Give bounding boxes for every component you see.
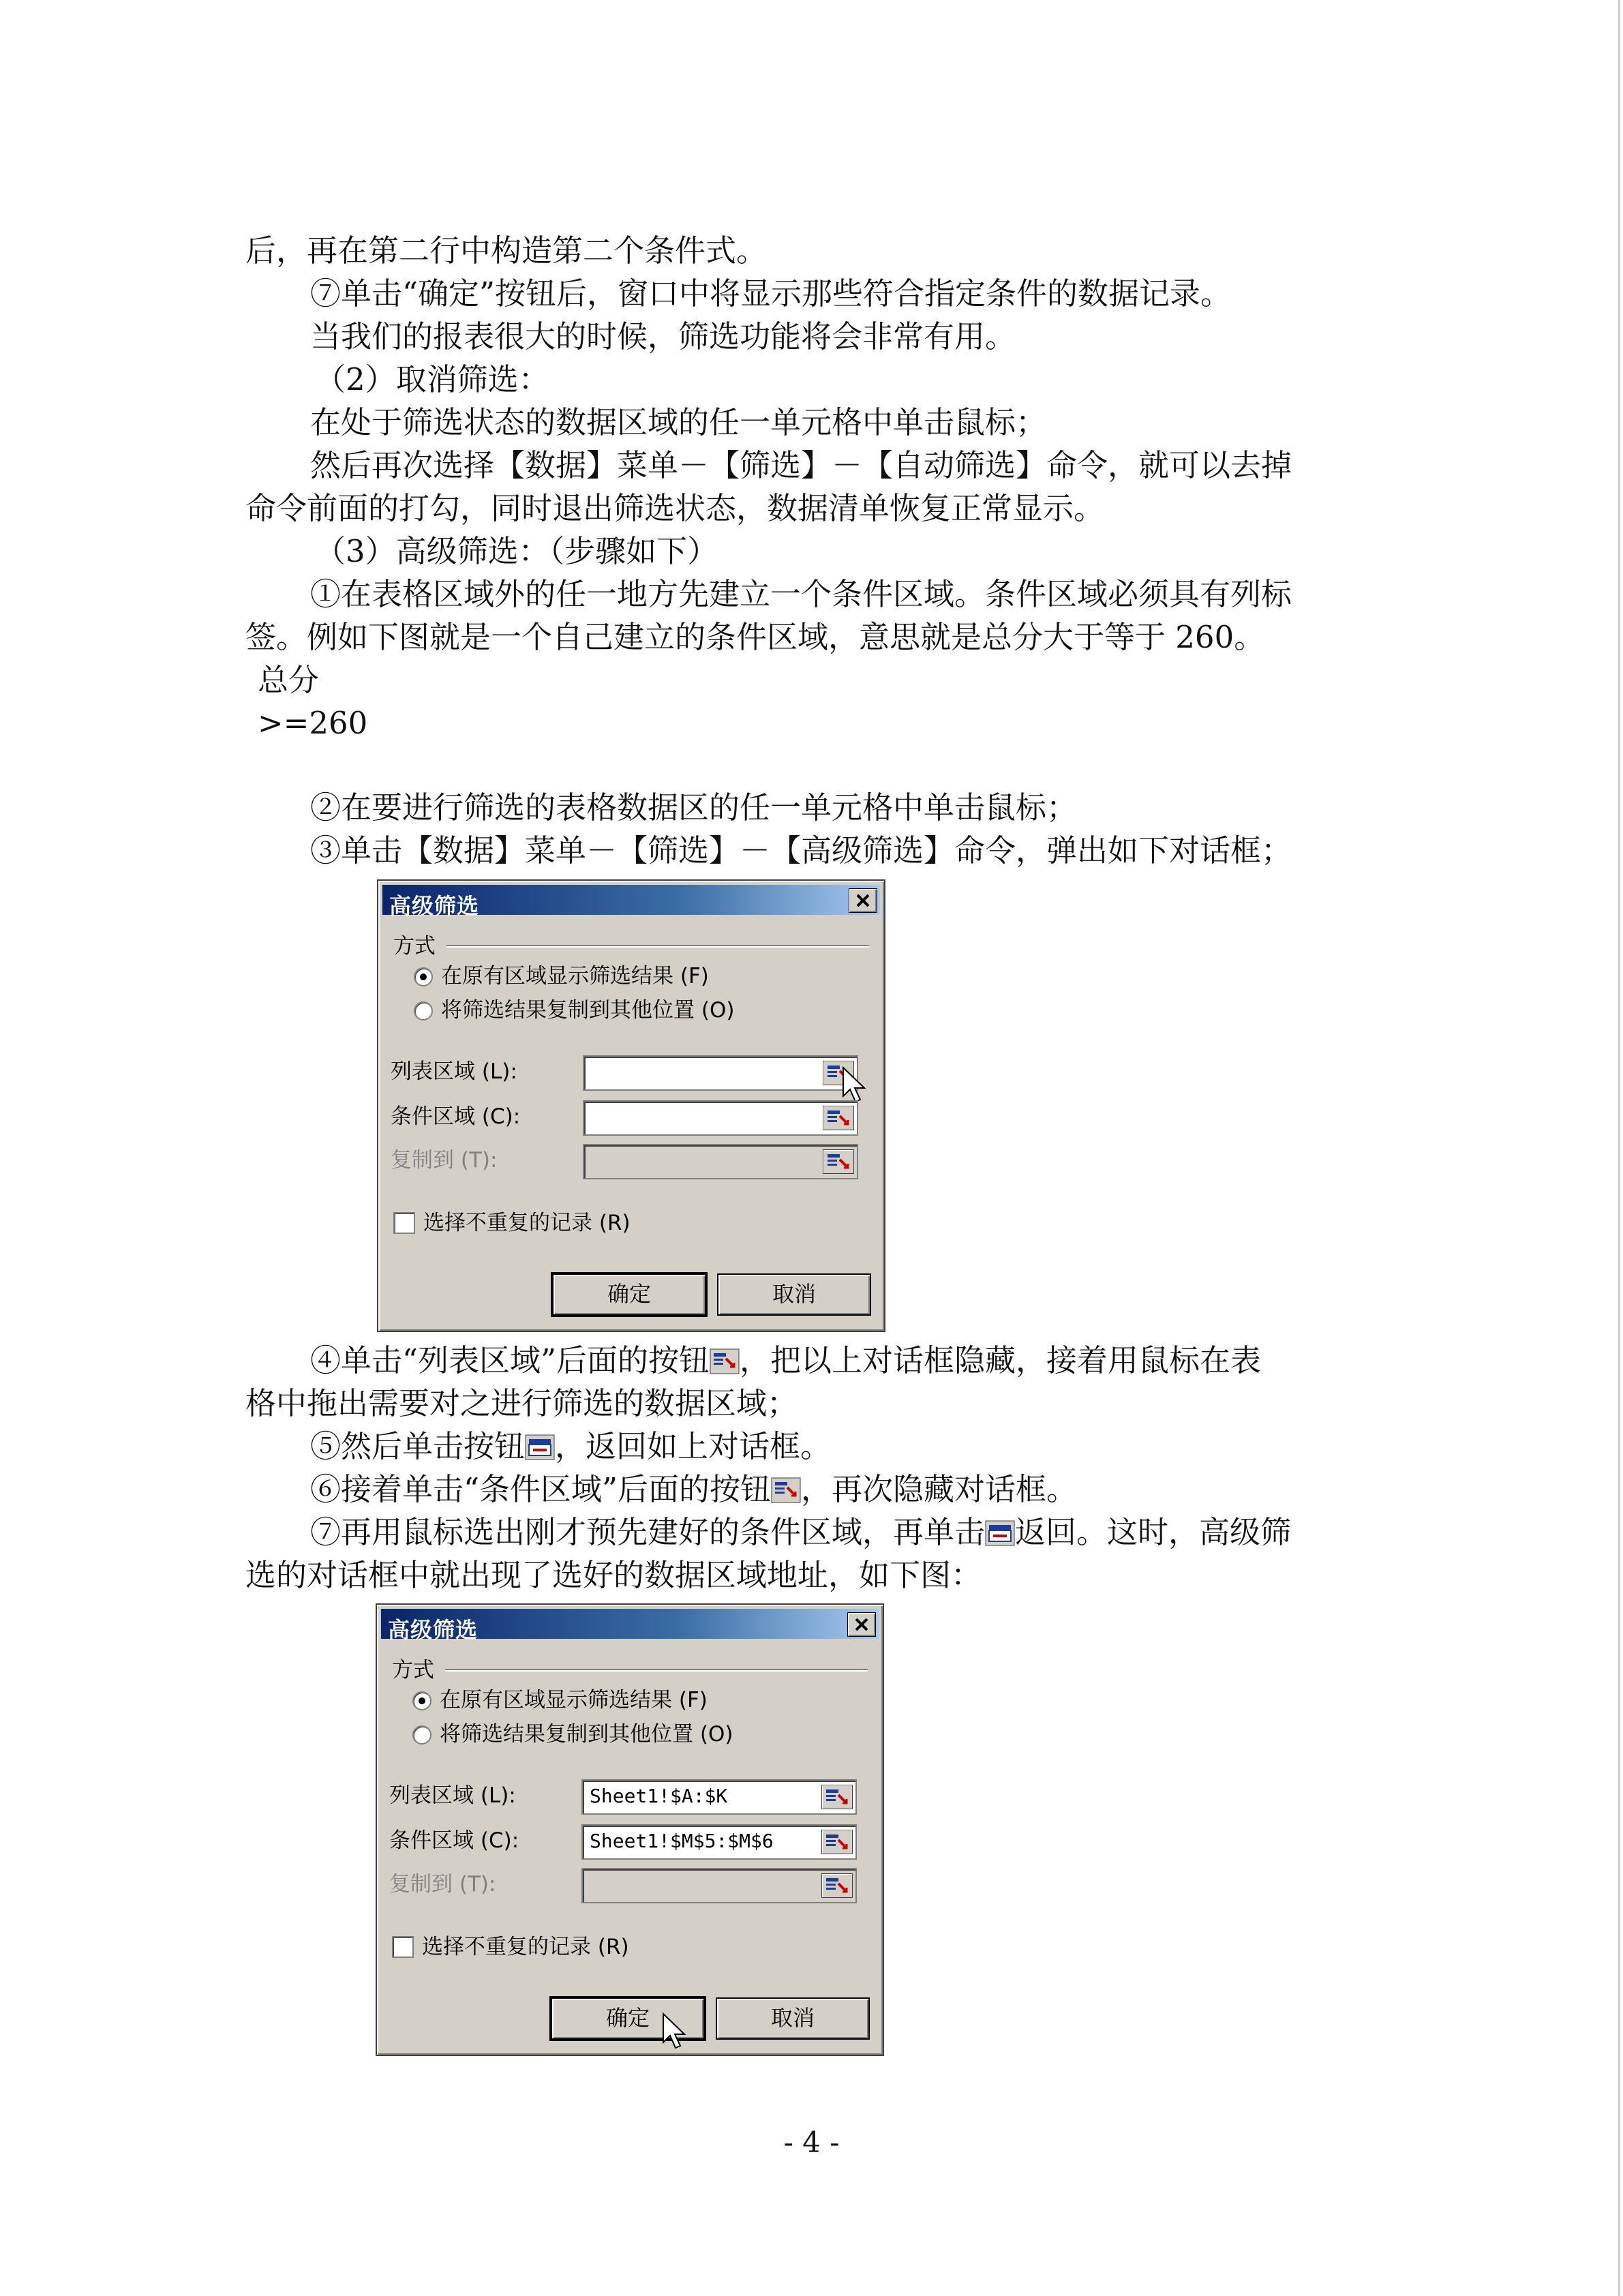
radio-copy-to-location[interactable] bbox=[412, 1725, 431, 1744]
close-icon bbox=[848, 1613, 875, 1636]
copy-to-input bbox=[583, 1144, 858, 1179]
collapse-dialog-button[interactable] bbox=[823, 1106, 854, 1130]
advanced-filter-dialog bbox=[377, 879, 885, 1332]
collapse-dialog-icon bbox=[822, 1874, 852, 1897]
unique-records-checkbox[interactable] bbox=[392, 1936, 414, 1958]
collapse-dialog-button bbox=[823, 1149, 854, 1174]
close-icon bbox=[849, 889, 877, 912]
text-line: 然后再次选择【数据】菜单－【筛选】－【自动筛选】命令，就可以去掉 bbox=[310, 447, 1292, 483]
collapse-dialog-icon bbox=[823, 1150, 853, 1173]
cancel-button[interactable]: 取消 bbox=[717, 1273, 871, 1316]
text-line: 签。例如下图就是一个自己建立的条件区域，意思就是总分大于等于 260。 bbox=[245, 619, 1265, 655]
dialog-title: 高级筛选 bbox=[388, 1617, 479, 1643]
text-line: 命令前面的打勾，同时退出筛选状态，数据清单恢复正常显示。 bbox=[245, 490, 1105, 526]
unique-records-checkbox[interactable] bbox=[393, 1212, 415, 1234]
text-line: 选的对话框中就出现了选好的数据区域地址，如下图： bbox=[245, 1557, 982, 1593]
text-line: 后，再在第二行中构造第二个条件式。 bbox=[245, 232, 768, 269]
radio-label: 将筛选结果复制到其他位置 (O) bbox=[440, 1722, 733, 1747]
text-line: 在处于筛选状态的数据区域的任一单元格中单击鼠标； bbox=[310, 404, 1047, 440]
collapse-dialog-icon bbox=[822, 1785, 852, 1809]
collapse-dialog-button[interactable] bbox=[821, 1785, 853, 1809]
close-button[interactable] bbox=[847, 1612, 876, 1637]
text-line: 当我们的报表很大的时候，筛选功能将会非常有用。 bbox=[310, 318, 1016, 354]
collapse-dialog-icon bbox=[823, 1106, 853, 1130]
copy-to-input bbox=[581, 1868, 857, 1903]
radio-label: 在原有区域显示筛选结果 (F) bbox=[440, 1688, 708, 1712]
radio-filter-in-place[interactable] bbox=[412, 1691, 431, 1710]
collapse-dialog-icon bbox=[822, 1830, 852, 1854]
copy-to-label: 复制到 (T): bbox=[389, 1872, 496, 1897]
collapse-dialog-icon bbox=[710, 1348, 740, 1375]
text-line: ④单击“列表区域”后面的按钮 ，把以上对话框隐藏，接着用鼠标在表 bbox=[310, 1342, 1262, 1378]
copy-to-label: 复制到 (T): bbox=[391, 1148, 498, 1173]
group-label: 方式 bbox=[392, 1658, 434, 1682]
radio-label: 将筛选结果复制到其他位置 (O) bbox=[441, 998, 735, 1023]
criteria-range-label: 条件区域 (C): bbox=[389, 1828, 519, 1853]
page-edge bbox=[1618, 0, 1620, 2296]
text-line: ①在表格区域外的任一地方先建立一个条件区域。条件区域必须具有列标 bbox=[310, 576, 1292, 612]
page-number: - 4 - bbox=[783, 2126, 840, 2159]
collapse-dialog-button bbox=[821, 1873, 853, 1898]
condition-value: >=260 bbox=[258, 705, 368, 741]
section-heading: （3）高级筛选：（步骤如下） bbox=[315, 533, 718, 569]
ok-button[interactable]: 确定 bbox=[551, 1997, 705, 2040]
expand-dialog-icon bbox=[985, 1520, 1015, 1547]
list-range-label: 列表区域 (L): bbox=[389, 1783, 516, 1808]
checkbox-label: 选择不重复的记录 (R) bbox=[422, 1935, 629, 1959]
text-line: 格中拖出需要对之进行筛选的数据区域； bbox=[245, 1385, 798, 1421]
group-label: 方式 bbox=[393, 934, 436, 958]
list-range-input[interactable] bbox=[583, 1055, 858, 1091]
dialog-titlebar bbox=[381, 1609, 879, 1643]
text-line: ⑦再用鼠标选出刚才预先建好的条件区域，再单击 返回。这时，高级筛 bbox=[310, 1514, 1292, 1550]
ok-button[interactable]: 确定 bbox=[552, 1273, 706, 1316]
text-line: ②在要进行筛选的表格数据区的任一单元格中单击鼠标； bbox=[310, 789, 1078, 826]
condition-header: 总分 bbox=[258, 662, 320, 698]
group-divider bbox=[445, 1669, 868, 1672]
close-button[interactable] bbox=[849, 888, 877, 913]
advanced-filter-dialog-filled bbox=[376, 1603, 884, 2056]
criteria-range-input[interactable] bbox=[583, 1100, 858, 1136]
list-range-input[interactable]: Sheet1!$A:$K bbox=[581, 1779, 857, 1815]
text-line: ⑦单击“确定”按钮后，窗口中将显示那些符合指定条件的数据记录。 bbox=[310, 275, 1232, 312]
criteria-range-label: 条件区域 (C): bbox=[391, 1104, 521, 1129]
mouse-pointer-icon bbox=[662, 2012, 689, 2053]
text-line: ③单击【数据】菜单－【筛选】－【高级筛选】命令，弹出如下对话框； bbox=[310, 832, 1292, 868]
collapse-dialog-button[interactable] bbox=[821, 1830, 853, 1854]
expand-dialog-icon bbox=[525, 1434, 555, 1461]
radio-copy-to-location[interactable] bbox=[414, 1001, 433, 1021]
dialog-titlebar bbox=[382, 885, 880, 919]
radio-label: 在原有区域显示筛选结果 (F) bbox=[441, 964, 709, 988]
group-divider bbox=[446, 945, 869, 948]
checkbox-label: 选择不重复的记录 (R) bbox=[423, 1211, 631, 1235]
section-heading: （2）取消筛选： bbox=[315, 361, 549, 397]
text-line: ⑤然后单击按钮 ，返回如上对话框。 bbox=[310, 1428, 832, 1464]
dialog-title: 高级筛选 bbox=[389, 893, 480, 919]
list-range-label: 列表区域 (L): bbox=[391, 1059, 517, 1084]
text-line: ⑥接着单击“条件区域”后面的按钮 ，再次隐藏对话框。 bbox=[310, 1471, 1078, 1507]
collapse-dialog-icon bbox=[771, 1477, 801, 1504]
cancel-button[interactable]: 取消 bbox=[716, 1997, 870, 2040]
radio-filter-in-place[interactable] bbox=[414, 967, 433, 986]
criteria-range-input[interactable]: Sheet1!$M$5:$M$6 bbox=[581, 1824, 857, 1860]
